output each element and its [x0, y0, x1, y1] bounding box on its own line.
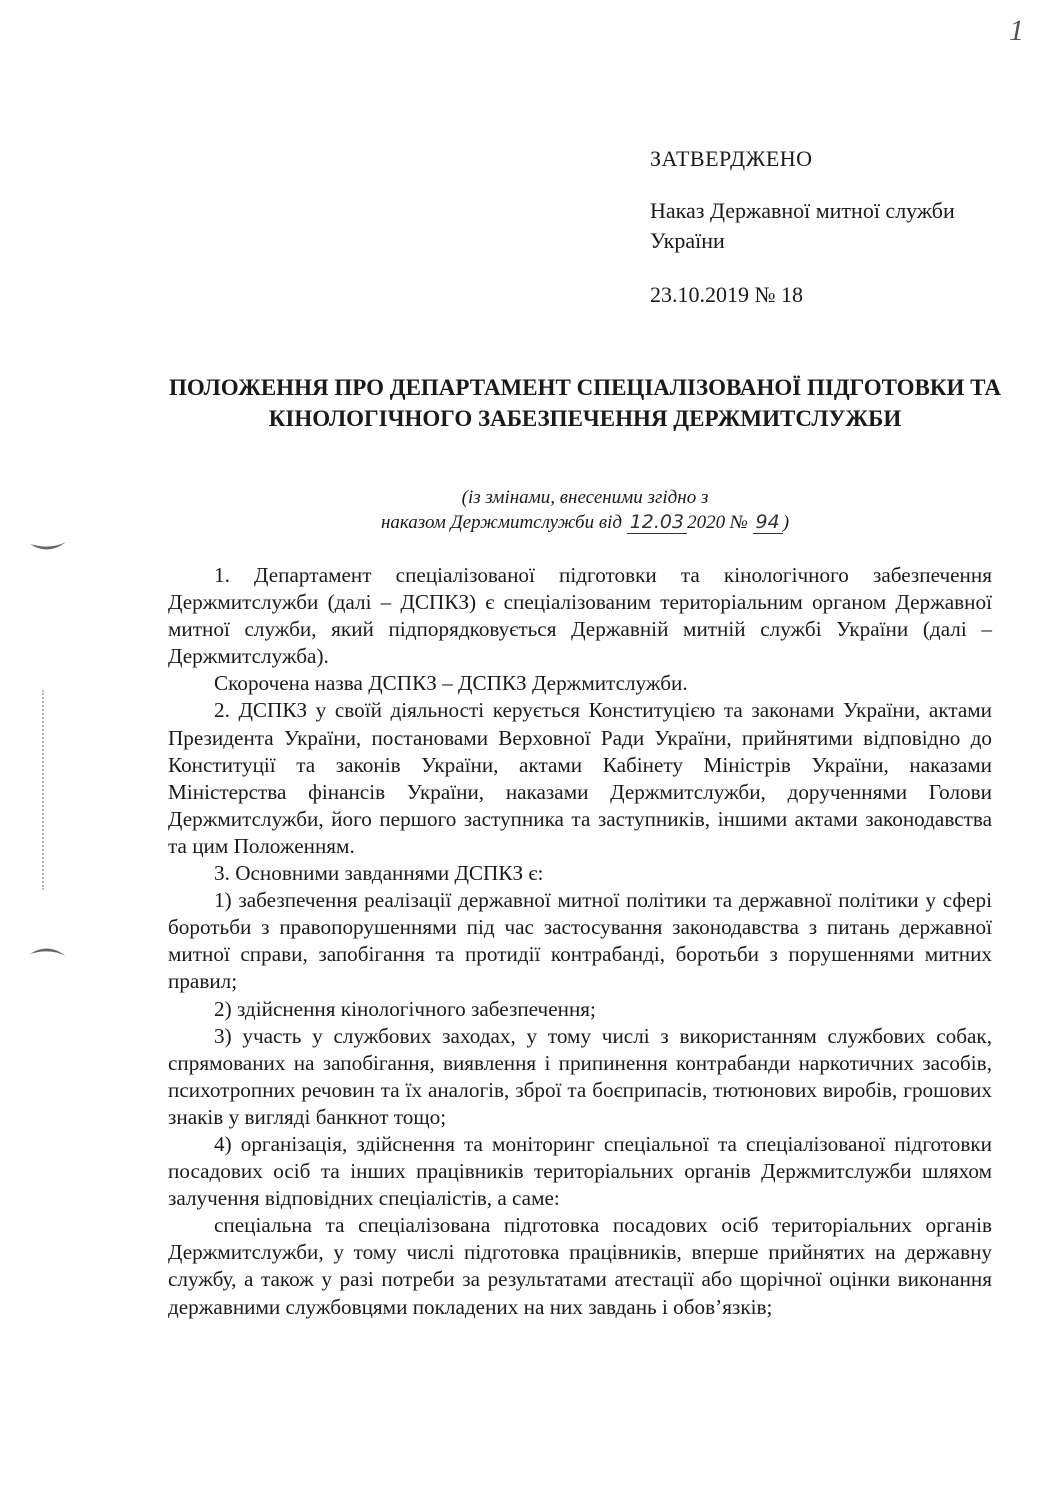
- approval-order: Наказ Державної митної служби України: [650, 198, 955, 253]
- paragraph: 1. Департамент спеціалізованої підготовки та кінологічного забезпечення Держмитслужби (далі – ДСПКЗ) є спеціалізованим територіальним органом Державної митної служби, який підпорядковується Державній митній службі України (далі – Держмитслужба).: [168, 563, 992, 669]
- paragraph: 2. ДСПКЗ у своїй діяльності керується Конституцією та законами України, актами Президента України, постановами Верховної Ради України, прийнятими відповідно до Конституції та законів України, актами Кабінету Міністрів України, наказами Міністерства фінансів України, наказами Держмитслужби, дорученнями Голови Держмитслужби, його першого заступника та заступників, іншими актами законодавства та цим Положенням.: [168, 698, 992, 858]
- approval-date: 23.10.2019 № 18: [650, 282, 803, 307]
- amendment-prefix: наказом Держмитслужби від: [380, 512, 622, 533]
- binding-mark-icon: [28, 540, 68, 554]
- amendment-line-1: (із змінами, внесеними згідно з: [461, 487, 709, 508]
- amendment-date-handwritten: 12.03: [627, 511, 687, 534]
- amendment-number-handwritten: 94: [753, 511, 783, 534]
- page-number: 1: [1009, 14, 1024, 47]
- amendment-year: 2020 №: [687, 512, 748, 533]
- paragraph: 3) участь у службових заходах, у тому числі з використанням службових собак, спрямованих на запобігання, виявлення і припинення контрабанди наркотичних засобів, психотропних речовин та їх аналогів, зброї та боєприпасів, тютюнових виробів, грошових знаків у вигляді банкнот тощо;: [168, 1023, 992, 1129]
- paragraph: 1) забезпечення реалізації державної митної політики та державної політики у сфері боротьби з правопорушеннями під час застосування законодавства з питань державної митної справи, запобігання та протидії контрабанді, боротьби з порушеннями митних правил;: [168, 888, 992, 994]
- document-body: [168, 562, 992, 1321]
- approval-block: [650, 144, 1010, 310]
- paragraph: спеціальна та спеціалізована підготовка посадових осіб територіальних органів Держмитслужби, у тому числі підготовка працівників, вперше прийнятих на державну службу, а також у разі потреби за результатами атестації або щорічної оцінки виконання державними службовцями покладених на них завдань і обов’язків;: [168, 1213, 992, 1319]
- binding-mark-icon: [28, 944, 68, 958]
- paragraph: 2) здійснення кінологічного забезпечення;: [214, 996, 596, 1021]
- amendment-line-2: [160, 510, 1010, 535]
- paragraph: 4) організація, здійснення та моніторинг спеціальної та спеціалізованої підготовки посадових осіб та інших працівників територіальних органів Держмитслужби шляхом залучення відповідних спеціалістів, а саме:: [168, 1131, 992, 1211]
- paragraph: 3. Основними завданнями ДСПКЗ є:: [214, 861, 544, 886]
- amendment-suffix: ): [782, 512, 790, 533]
- document-title: ПОЛОЖЕННЯ ПРО ДЕПАРТАМЕНТ СПЕЦІАЛІЗОВАНОЇ ПІДГОТОВКИ ТА КІНОЛОГІЧНОГО ЗАБЕЗПЕЧЕННЯ ДЕРЖМИТСЛУЖБИ: [169, 375, 1001, 431]
- binding-dots: [42, 690, 48, 890]
- paragraph: Скорочена назва ДСПКЗ – ДСПКЗ Держмитслужби.: [214, 671, 688, 696]
- approval-title: ЗАТВЕРДЖЕНО: [650, 146, 813, 171]
- amendment-note: [160, 486, 1010, 535]
